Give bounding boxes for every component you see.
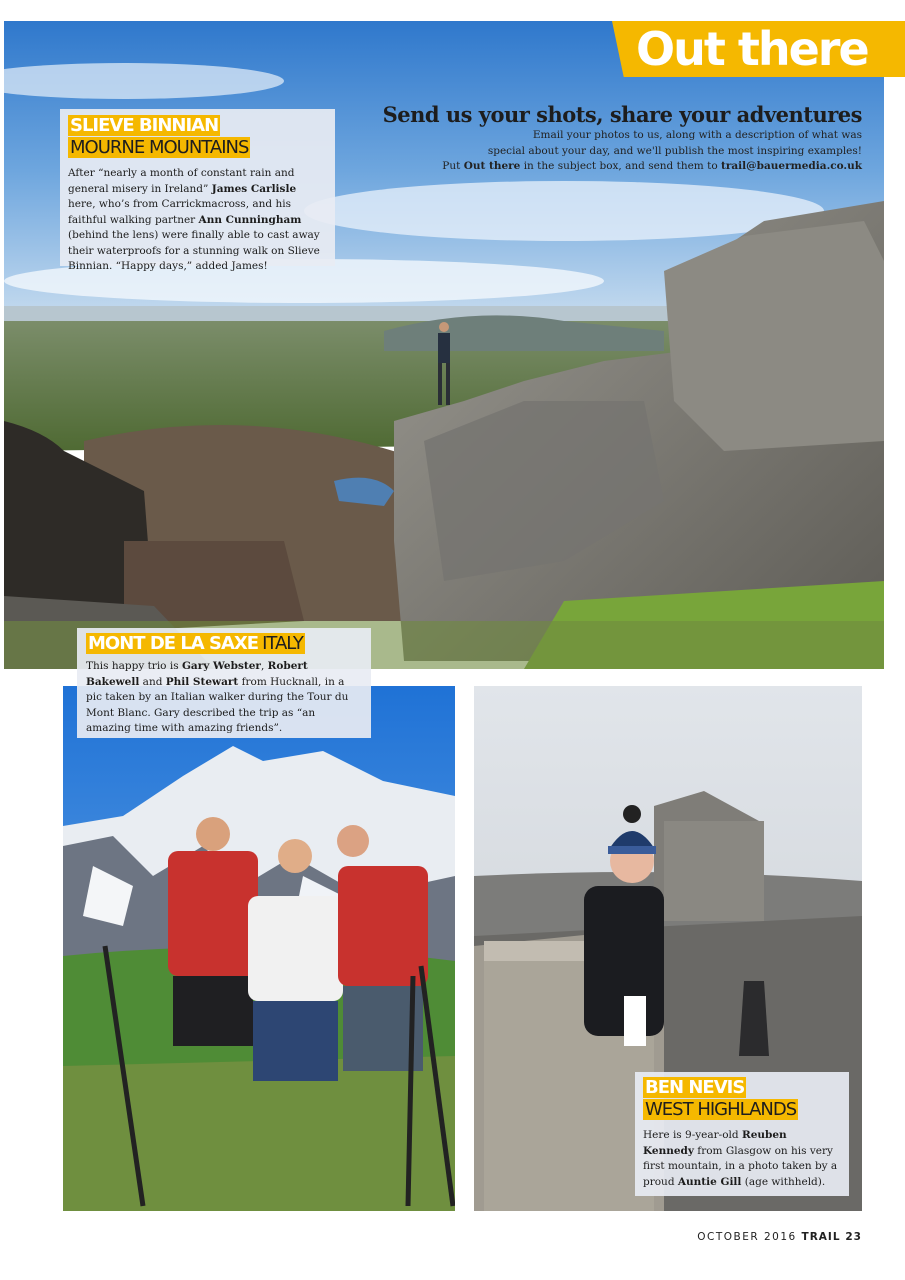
caption-name: James Carlisle	[211, 182, 297, 195]
caption-body	[643, 1128, 841, 1190]
caption-body	[86, 659, 362, 737]
caption-text: from Glasgow on his very first mountain, in a photo taken by a proud	[643, 1144, 838, 1188]
caption-text: and	[139, 675, 166, 688]
caption-text: (age withheld).	[741, 1175, 826, 1188]
caption-name: Ann Cunningham	[198, 213, 302, 226]
intro-line-3	[420, 159, 862, 175]
page-headline: Send us your shots, share your adventures	[382, 102, 862, 127]
caption-text: After “nearly a month of constant rain and general misery in Ireland”	[68, 167, 295, 195]
caption-title: MONT DE LA SAXE	[88, 633, 259, 654]
caption-title: SLIEVE BINNIAN	[70, 115, 219, 136]
photo-mont-de-la-saxe	[63, 686, 455, 1211]
caption-title: BEN NEVIS	[645, 1077, 745, 1098]
caption-mont-de-la-saxe	[77, 628, 371, 738]
intro-text-fragment: Put	[442, 160, 464, 172]
caption-name: Gary Webster	[181, 660, 261, 672]
caption-subtitle: MOURNE MOUNTAINS	[70, 137, 249, 158]
page-number: 23	[845, 1231, 862, 1243]
caption-name: Reuben Kennedy	[643, 1129, 787, 1157]
caption-name: Auntie Gill	[677, 1175, 742, 1188]
caption-text: (behind the lens) were finally able to cast away their waterproofs for a stunning walk on Slieve Binnian. “Happy days,” added James!	[68, 229, 320, 272]
caption-body	[68, 166, 327, 275]
caption-slieve-binnian	[60, 109, 335, 272]
issue-date: OCTOBER 2016	[697, 1231, 797, 1243]
caption-text: ,	[260, 660, 268, 672]
page-footer	[600, 1231, 862, 1243]
caption-name: Phil Stewart	[165, 675, 239, 688]
intro-text-fragment: in the subject box, and send them to	[520, 160, 721, 172]
intro-text	[420, 128, 862, 175]
intro-line-1: Email your photos to us, along with a description of what was	[532, 129, 862, 141]
intro-email[interactable]: trail@bauermedia.co.uk	[720, 160, 862, 172]
caption-text: from Hucknall, in a pic taken by an Italian walker during the Tour du Mont Blanc. Gary described the trip as “an amazing time with amazing friends”.	[86, 675, 349, 734]
section-tab-title: Out there	[636, 22, 868, 76]
caption-name: Robert Bakewell	[86, 660, 308, 688]
caption-subtitle: ITALY	[262, 633, 303, 654]
intro-subject-highlight: Out there	[463, 160, 521, 172]
caption-subtitle: WEST HIGHLANDS	[645, 1099, 797, 1120]
caption-ben-nevis	[635, 1072, 849, 1196]
intro-line-2: special about your day, and we'll publish the most inspiring examples!	[487, 144, 862, 157]
caption-text: This happy trio is	[86, 660, 182, 672]
magazine-name: TRAIL	[801, 1231, 841, 1243]
caption-text: Here is 9-year-old	[643, 1129, 742, 1141]
caption-text: here, who’s from Carrickmacross, and his faithful walking partner	[68, 198, 291, 226]
